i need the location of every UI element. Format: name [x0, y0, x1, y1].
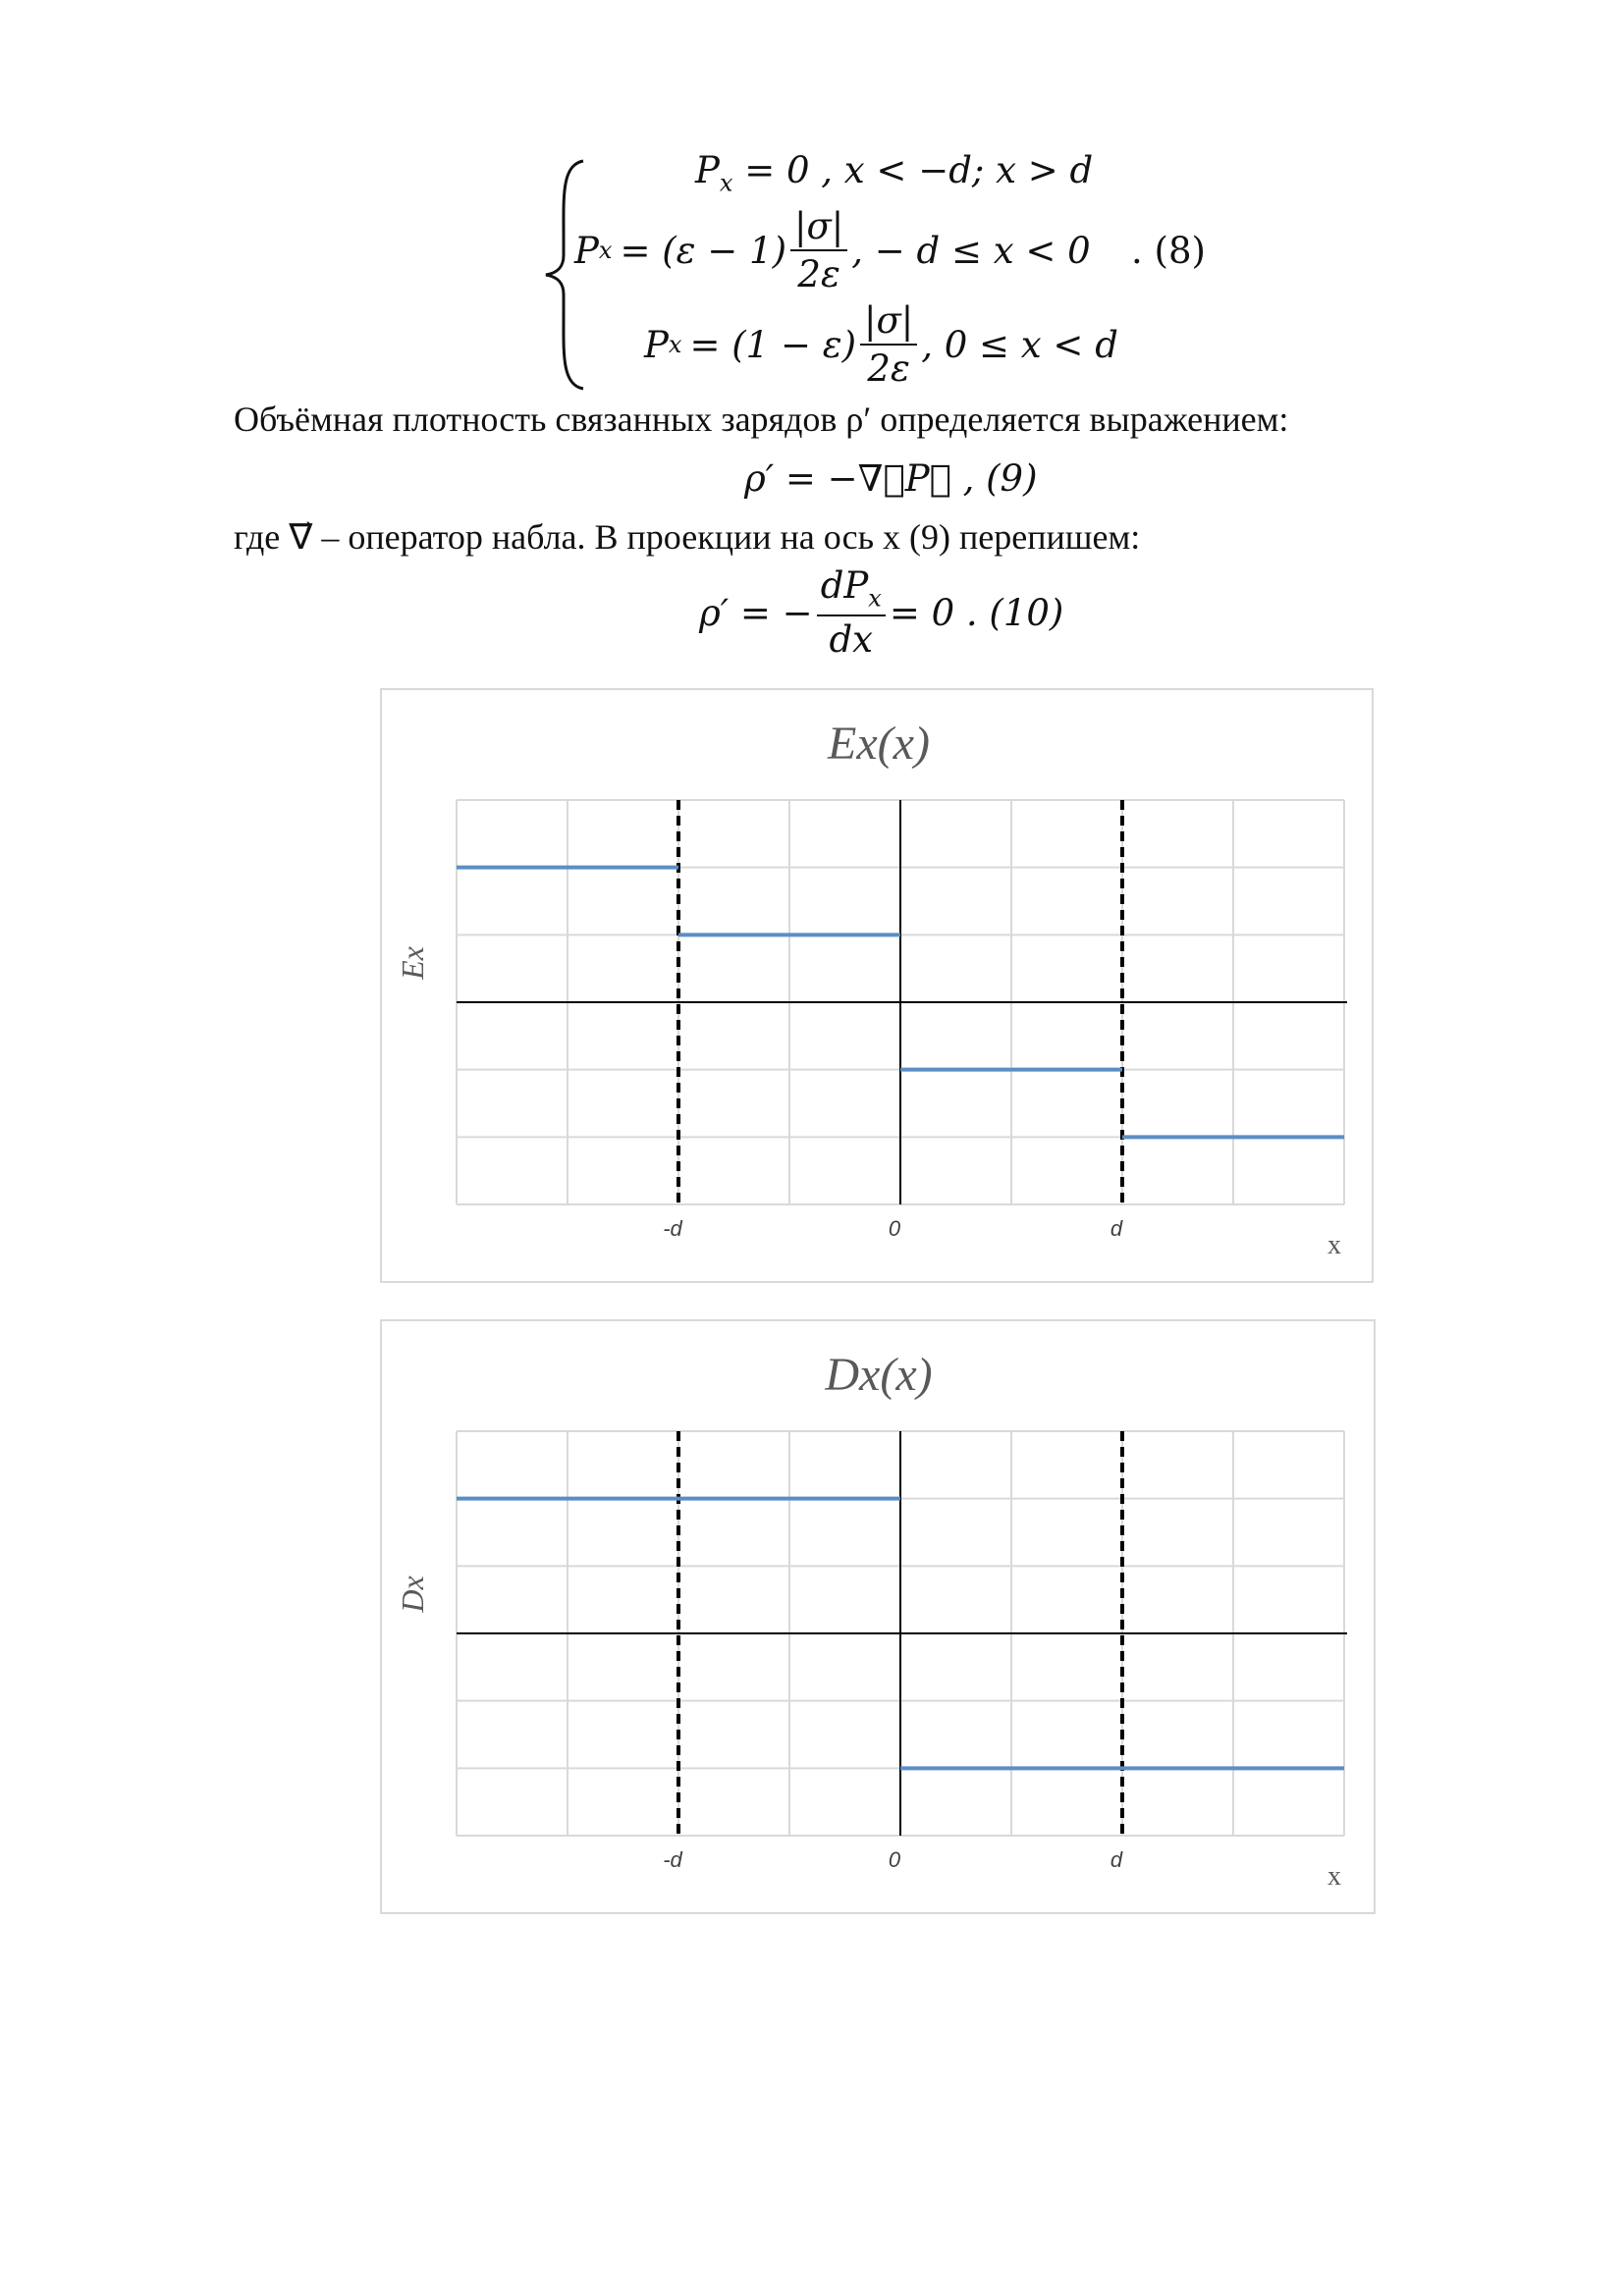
chart-ex-svg — [382, 690, 1376, 1285]
chart-ex-xlabel: x — [1327, 1230, 1341, 1260]
chart-ex-ylabel: Ex — [395, 946, 430, 980]
chart-ex — [380, 688, 1374, 1283]
x-tick-label: 0 — [888, 1847, 901, 1872]
paragraph-bound-charge-density: Объёмная плотность связанных зарядов ρ′ определяется выражением: — [234, 400, 1289, 439]
x-tick-label: d — [1110, 1216, 1123, 1241]
x-tick-label: -d — [663, 1216, 682, 1241]
formula-8-label: . (8) — [1131, 230, 1206, 272]
x-tick-label: -d — [663, 1847, 682, 1872]
chart-dx-xlabel: x — [1327, 1861, 1341, 1892]
x-tick-label: d — [1110, 1847, 1123, 1872]
chart-ex-title: Ex(x) — [828, 718, 930, 770]
formula-10: ρ′ = − $\frac{dP_x}{dx}$ = 0 . (10) — [699, 564, 1064, 661]
chart-dx — [380, 1319, 1376, 1914]
chart-dx-svg — [382, 1321, 1378, 1916]
chart-dx-ylabel: Dx — [395, 1575, 430, 1613]
chart-dx-title: Dx(x) — [825, 1349, 933, 1401]
x-tick-label: 0 — [888, 1216, 901, 1241]
formula-8-line-1: $P_x = 0$ , x < −d; x > d — [695, 149, 1094, 197]
formula-9: ρ′ = −∇⃗P⃗ , (9) — [744, 457, 1038, 500]
formula-8-line-3: P x = (1 − ε) $\frac{|\sigma|}{2\varepsilon}$ , 0 ≤ x < d — [644, 299, 1118, 390]
formula-8-line-2: P x = (ε − 1) $\frac{|\sigma|}{2\varepsilon}$ , − d ≤ x < 0 — [574, 205, 1091, 295]
paragraph-nabla-operator: где ∇⃗ – оператор набла. В проекции на ось x (9) перепишем: — [234, 517, 1141, 557]
